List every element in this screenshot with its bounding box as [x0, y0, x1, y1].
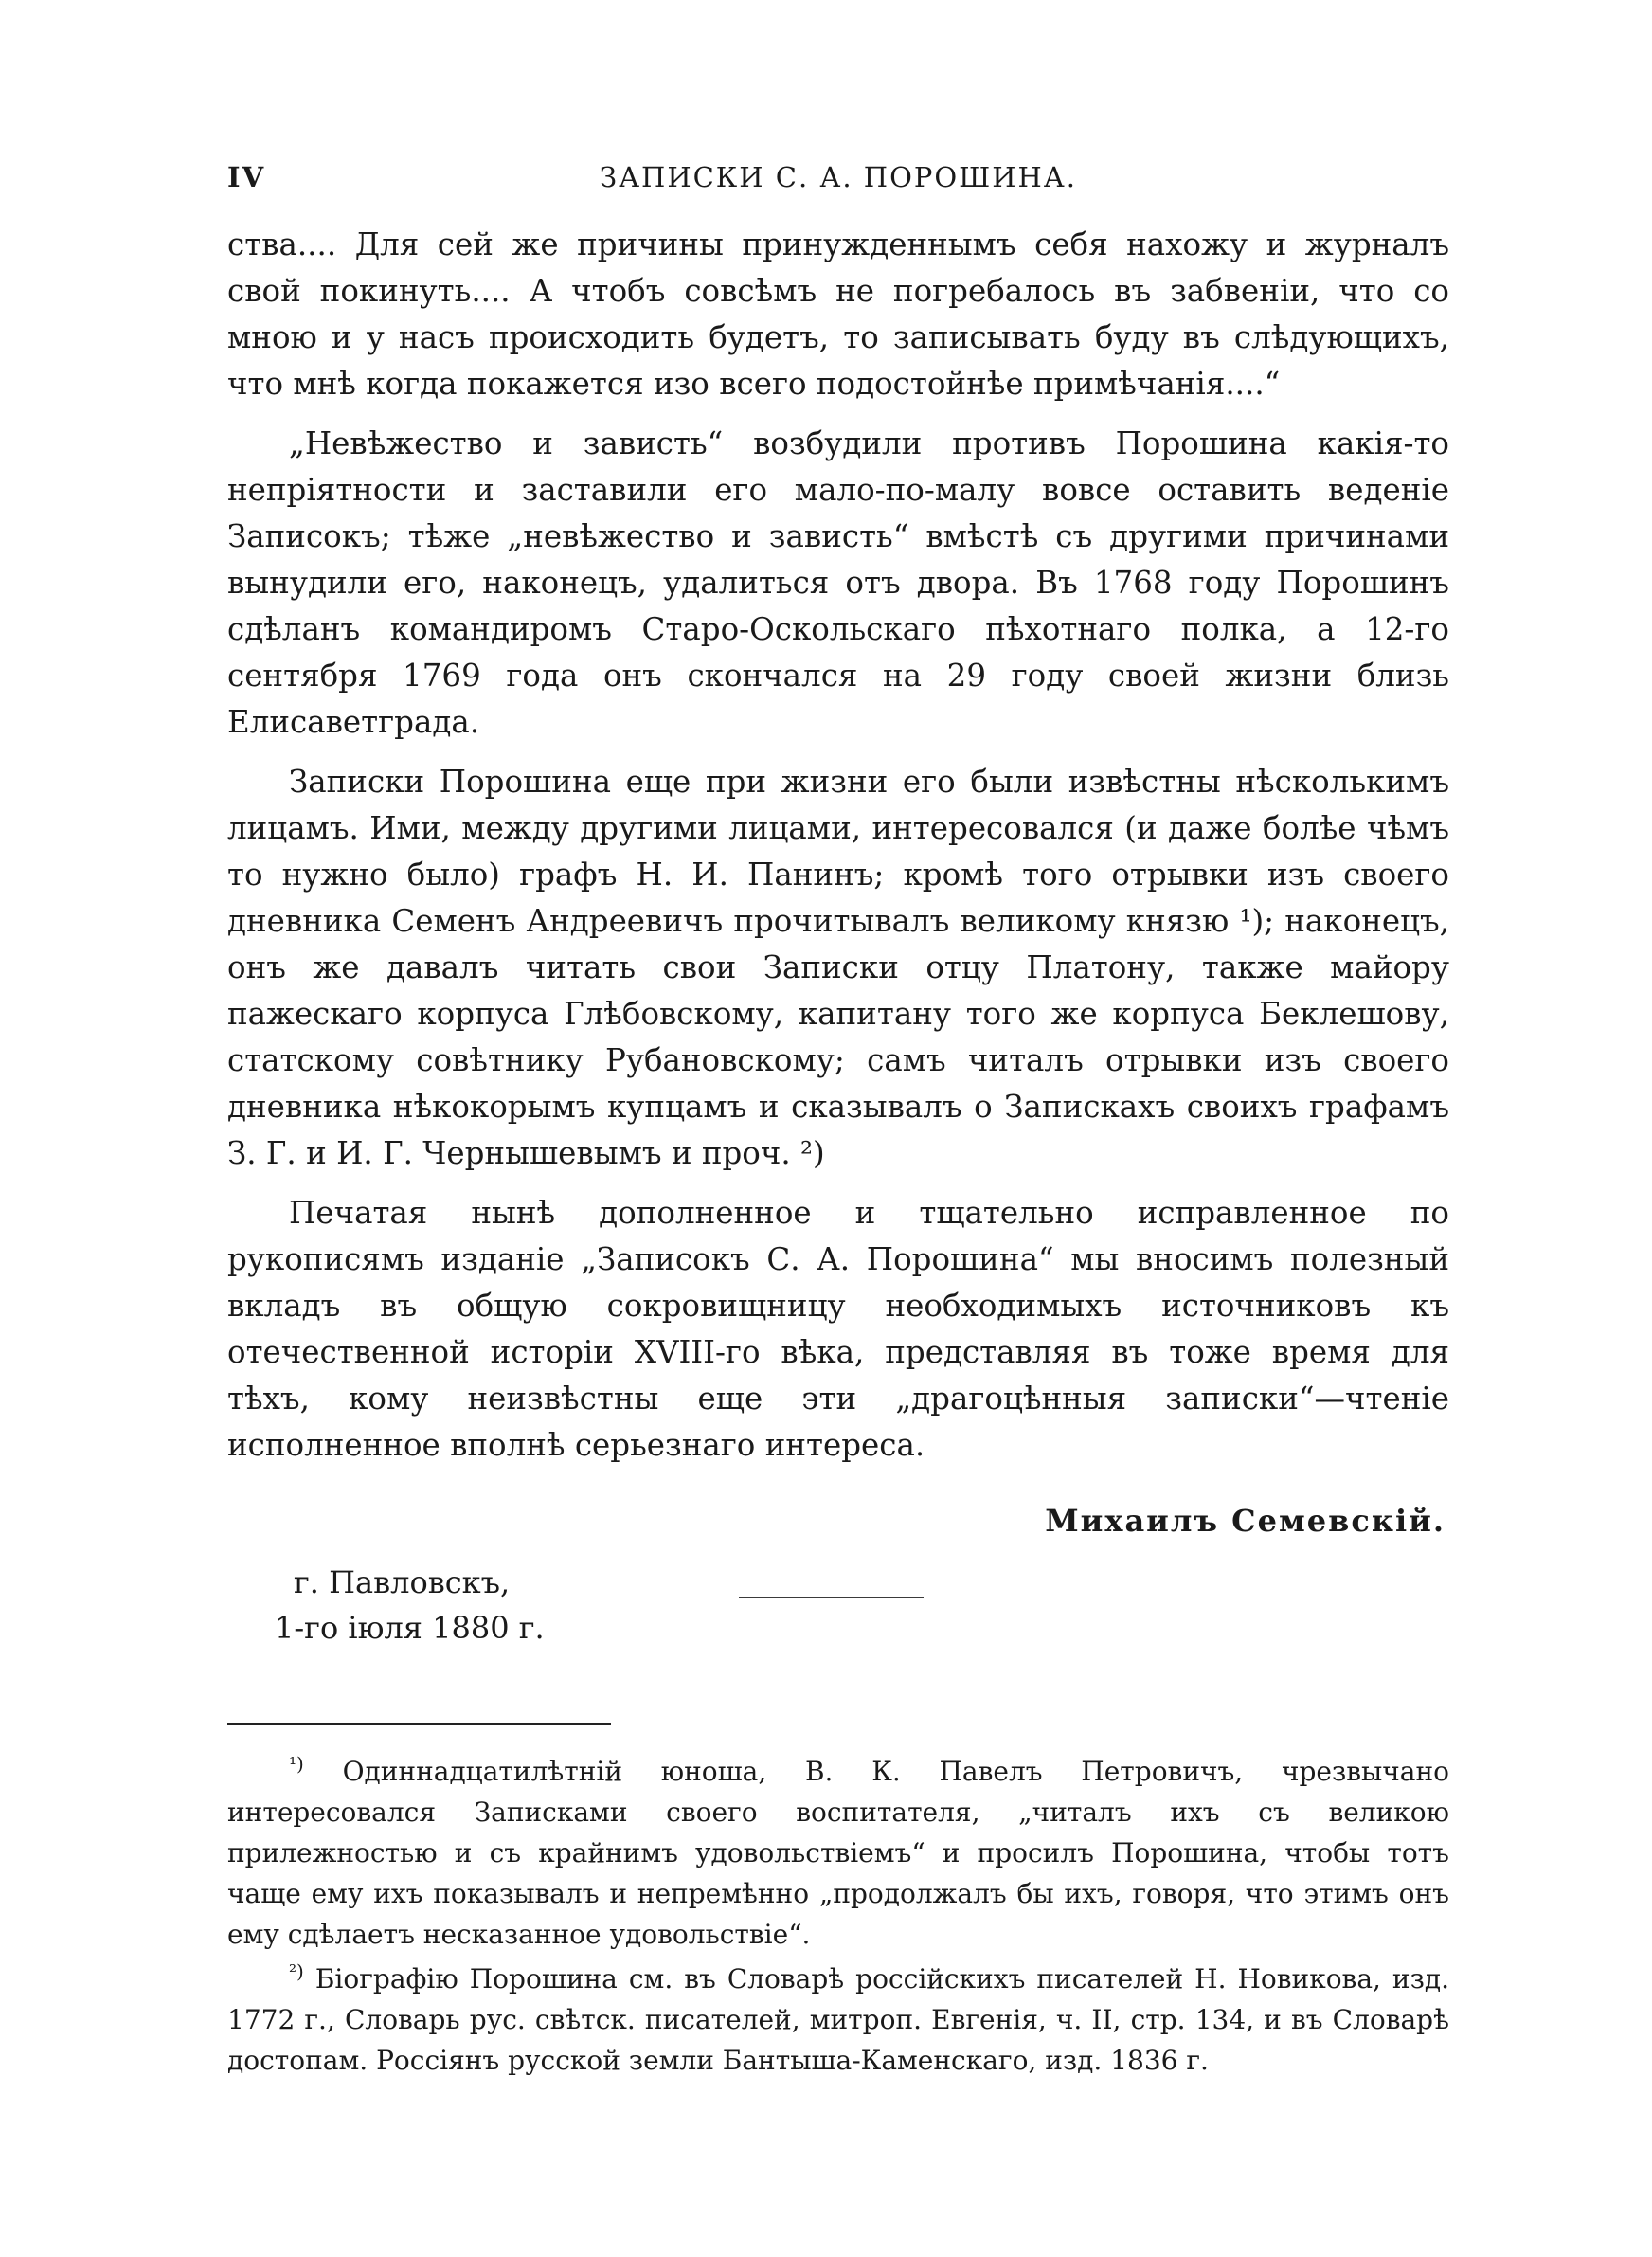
date: 1-го іюля 1880 г.	[275, 1610, 545, 1646]
footnote-text: Біографію Порошина см. въ Словарѣ россійскихъ писателей Н. Новикова, изд. 1772 г., Словарь рус. свѣтск. писателей, митроп. Евгенія, ч. II, стр. 134, и въ Словарѣ достопам. Россіянъ русской земли Бантыша-Каменскаго, изд. 1836 г.	[227, 1963, 1449, 2076]
paragraph-continuation: ства.... Для сей же причины принужденнымъ себя нахожу и журналъ свой покинуть.... А чтобъ совсѣмъ не погребалось въ забвеніи, что со мною и у насъ происходить будетъ, то записывать буду въ слѣдующихъ, что мнѣ когда покажется изо всего подостойнѣе примѣчанія....“	[227, 226, 1449, 402]
place-and-date	[275, 1560, 1449, 1651]
author-signature: Михаилъ Семевскій.	[1045, 1503, 1446, 1539]
footnote-mark: ²)	[289, 1959, 304, 1983]
paragraph: Записки Порошина еще при жизни его были извѣстны нѣсколькимъ лицамъ. Ими, между другими лицами, интересовался (и даже болѣе чѣмъ то нужно было) графъ Н. И. Панинъ; кромѣ того отрывки изъ своего дневника Семенъ Андреевичъ прочитывалъ великому князю ¹); наконецъ, онъ же давалъ читать свои Записки отцу Платону, также майору пажескаго корпуса Глѣбовскому, капитану того же корпуса Беклешову, статскому совѣтнику Рубановскому; самъ читалъ отрывки изъ своего дневника нѣкокорымъ купцамъ и сказывалъ о Запискахъ своихъ графамъ З. Г. и И. Г. Чернышевымъ и проч. ²)	[227, 764, 1449, 1171]
running-title: ЗАПИСКИ С. А. ПОРОШИНА.	[600, 161, 1077, 193]
footnote-text: Одиннадцатилѣтній юноша, В. К. Павелъ Петровичъ, чрезвычано интересовался Записками своего воспитателя, „читалъ ихъ съ великою прилежностью и съ крайнимъ удовольствіемъ“ и просилъ Порошина, чтобы тотъ чаще ему ихъ показывалъ и непремѣнно „продолжалъ бы ихъ, говоря, что этимъ онъ ему сдѣлаетъ несказанное удовольствіе“.	[227, 1756, 1449, 1950]
main-text	[227, 222, 1449, 1469]
paragraph: „Невѣжество и зависть“ возбудили противъ Порошина какія-то непріятности и заставили его мало-по-малу вовсе оставить веденіе Записокъ; тѣже „невѣжество и зависть“ вмѣстѣ съ другими причинами вынудили его, наконецъ, удалиться отъ двора. Въ 1768 году Порошинъ сдѣланъ командиромъ Старо-Оскольскаго пѣхотнаго полка, а 12-го сентября 1769 года онъ скончался на 29 году своей жизни близь Елисаветграда.	[227, 425, 1449, 740]
footnote-mark: ¹)	[289, 1752, 304, 1776]
section-end-rule	[739, 1597, 924, 1598]
footnote-2	[227, 1959, 1449, 2081]
footnotes	[227, 1751, 1449, 2081]
running-head	[227, 161, 1449, 208]
footnote-separator	[227, 1723, 611, 1725]
paragraph: Печатая нынѣ дополненное и тщательно исправленное по рукописямъ изданіе „Записокъ С. А. Порошина“ мы вносимъ полезный вкладъ въ общую сокровищницу необходимыхъ источниковъ къ отечественной исторіи XVIII-го вѣка, представляя въ тоже время для тѣхъ, кому неизвѣстны еще эти „драгоцѣнныя записки“—чтеніе исполненное вполнѣ серьезнаго интереса.	[227, 1195, 1449, 1463]
footnote-1	[227, 1751, 1449, 1955]
page-number: IV	[227, 161, 266, 193]
page	[227, 161, 1449, 1651]
place: г. Павловскъ,	[294, 1564, 511, 1600]
